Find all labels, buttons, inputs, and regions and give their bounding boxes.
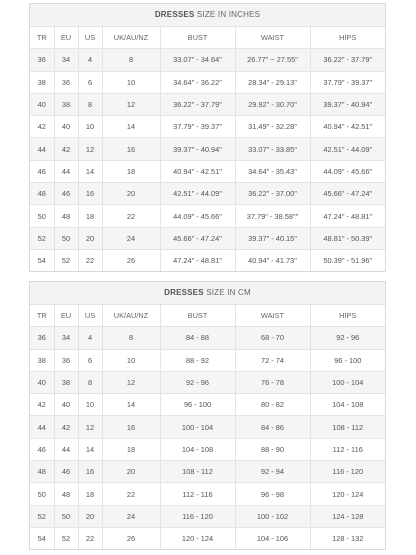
table-cell: 8 [78, 93, 102, 115]
table-cell: 48 [30, 183, 54, 205]
table-cell: 104 - 108 [310, 394, 385, 416]
table-cell: 88 - 90 [235, 438, 310, 460]
chart-title [30, 282, 385, 305]
table-row [30, 183, 385, 205]
size-chart-inches [29, 3, 386, 272]
table-cell: 42 [54, 138, 78, 160]
table-cell: 96 - 100 [160, 394, 235, 416]
chart-title [30, 4, 385, 27]
column-header: EU [54, 27, 78, 49]
table-cell: 18 [102, 438, 160, 460]
table-row [30, 227, 385, 249]
table-cell: 40.94" - 42.51" [310, 116, 385, 138]
table-cell: 38 [54, 371, 78, 393]
table-cell: 48 [30, 461, 54, 483]
table-cell: 116 - 120 [160, 505, 235, 527]
table-cell: 50 [54, 227, 78, 249]
table-cell: 26 [102, 527, 160, 549]
table-row [30, 49, 385, 71]
header-row [30, 27, 385, 49]
table-row [30, 327, 385, 349]
table-cell: 112 - 116 [160, 483, 235, 505]
table-cell: 48 [54, 483, 78, 505]
table-cell: 42 [30, 394, 54, 416]
table-cell: 80 - 82 [235, 394, 310, 416]
table-cell: 37.79" - 38.58"" [235, 205, 310, 227]
table-cell: 20 [78, 227, 102, 249]
table-cell: 50.39" - 51.96" [310, 249, 385, 271]
table-cell: 76 - 78 [235, 371, 310, 393]
size-table-inches [30, 27, 385, 271]
table-cell: 36 [54, 349, 78, 371]
table-row [30, 205, 385, 227]
table-cell: 42.51" - 44.09" [160, 183, 235, 205]
table-cell: 14 [102, 116, 160, 138]
table-cell: 40 [30, 371, 54, 393]
table-cell: 46 [54, 183, 78, 205]
column-header: EU [54, 305, 78, 327]
table-cell: 39.37" - 40.15" [235, 227, 310, 249]
table-cell: 29.92" - 30.70" [235, 93, 310, 115]
table-cell: 42 [30, 116, 54, 138]
table-cell: 108 - 112 [160, 461, 235, 483]
chart-title-category: DRESSES [154, 10, 195, 19]
table-cell: 124 - 128 [310, 505, 385, 527]
table-cell: 128 - 132 [310, 527, 385, 549]
table-cell: 14 [78, 160, 102, 182]
table-cell: 20 [102, 461, 160, 483]
table-cell: 34 [54, 49, 78, 71]
table-cell: 34 [54, 327, 78, 349]
table-cell: 31.49" - 32.28" [235, 116, 310, 138]
table-cell: 22 [102, 483, 160, 505]
table-cell: 92 - 94 [235, 461, 310, 483]
chart-title-unit: SIZE IN INCHES [194, 10, 261, 19]
table-row [30, 138, 385, 160]
table-cell: 6 [78, 349, 102, 371]
table-cell: 36.22" - 37.79" [310, 49, 385, 71]
column-header: HIPS [310, 305, 385, 327]
table-cell: 33.07" - 33.85" [235, 138, 310, 160]
table-cell: 8 [78, 371, 102, 393]
column-header: WAIST [235, 27, 310, 49]
size-table-cm [30, 305, 385, 549]
table-cell: 14 [102, 394, 160, 416]
table-cell: 40 [30, 93, 54, 115]
table-cell: 48 [54, 205, 78, 227]
table-cell: 44 [30, 416, 54, 438]
table-cell: 40 [54, 116, 78, 138]
table-cell: 46 [54, 461, 78, 483]
table-cell: 52 [54, 527, 78, 549]
table-cell: 108 - 112 [310, 416, 385, 438]
table-cell: 4 [78, 49, 102, 71]
table-row [30, 416, 385, 438]
table-cell: 44 [54, 438, 78, 460]
table-cell: 47.24" - 48.81" [310, 205, 385, 227]
table-cell: 44.09" - 45.66" [160, 205, 235, 227]
table-cell: 44 [30, 138, 54, 160]
table-cell: 12 [78, 138, 102, 160]
column-header: TR [30, 27, 54, 49]
table-cell: 10 [78, 116, 102, 138]
table-cell: 34.64" - 35.43" [235, 160, 310, 182]
table-cell: 24 [102, 227, 160, 249]
column-header: TR [30, 305, 54, 327]
table-cell: 34.64" - 36.22" [160, 71, 235, 93]
table-cell: 44 [54, 160, 78, 182]
table-cell: 37.79" - 39.37" [160, 116, 235, 138]
table-cell: 50 [30, 205, 54, 227]
table-cell: 45.66" - 47.24" [160, 227, 235, 249]
table-cell: 36.22" - 37.00" [235, 183, 310, 205]
table-cell: 44.09" - 45.66" [310, 160, 385, 182]
table-cell: 42.51" - 44.09" [310, 138, 385, 160]
column-header: UK/AU/NZ [102, 305, 160, 327]
table-cell: 39.37" - 40.94" [310, 93, 385, 115]
table-cell: 88 - 92 [160, 349, 235, 371]
table-cell: 45.66" - 47.24" [310, 183, 385, 205]
table-cell: 12 [102, 371, 160, 393]
table-cell: 100 - 104 [160, 416, 235, 438]
column-header: BUST [160, 305, 235, 327]
column-header: HIPS [310, 27, 385, 49]
table-cell: 8 [102, 327, 160, 349]
table-row [30, 438, 385, 460]
table-row [30, 93, 385, 115]
table-cell: 40.94" - 42.51" [160, 160, 235, 182]
table-cell: 22 [78, 527, 102, 549]
table-cell: 54 [30, 527, 54, 549]
table-cell: 92 - 96 [160, 371, 235, 393]
table-cell: 120 - 124 [160, 527, 235, 549]
table-cell: 36 [30, 327, 54, 349]
table-cell: 46 [30, 438, 54, 460]
table-row [30, 116, 385, 138]
table-cell: 18 [78, 483, 102, 505]
table-cell: 40 [54, 394, 78, 416]
table-row [30, 71, 385, 93]
table-cell: 22 [102, 205, 160, 227]
table-cell: 16 [102, 138, 160, 160]
table-cell: 28.34" - 29.13" [235, 71, 310, 93]
table-cell: 68 - 70 [235, 327, 310, 349]
column-header: US [78, 305, 102, 327]
table-cell: 116 - 120 [310, 461, 385, 483]
table-cell: 18 [102, 160, 160, 182]
table-row [30, 461, 385, 483]
table-cell: 37.79" - 39.37" [310, 71, 385, 93]
table-cell: 96 - 98 [235, 483, 310, 505]
table-cell: 36 [54, 71, 78, 93]
table-cell: 33.07" - 34.64" [160, 49, 235, 71]
header-row [30, 305, 385, 327]
table-cell: 12 [102, 93, 160, 115]
table-cell: 42 [54, 416, 78, 438]
table-cell: 96 - 100 [310, 349, 385, 371]
table-cell: 24 [102, 505, 160, 527]
table-cell: 16 [78, 461, 102, 483]
table-cell: 92 - 96 [310, 327, 385, 349]
table-cell: 120 - 124 [310, 483, 385, 505]
table-cell: 72 - 74 [235, 349, 310, 371]
chart-title-category: DRESSES [164, 288, 204, 297]
table-cell: 12 [78, 416, 102, 438]
table-cell: 40.94" - 41.73" [235, 249, 310, 271]
table-cell: 16 [102, 416, 160, 438]
table-row [30, 527, 385, 549]
table-cell: 50 [30, 483, 54, 505]
table-cell: 52 [30, 505, 54, 527]
table-cell: 16 [78, 183, 102, 205]
table-cell: 112 - 116 [310, 438, 385, 460]
table-row [30, 371, 385, 393]
column-header: BUST [160, 27, 235, 49]
table-cell: 26 [102, 249, 160, 271]
size-chart-cm [29, 281, 386, 550]
table-cell: 10 [102, 71, 160, 93]
table-cell: 18 [78, 205, 102, 227]
column-header: WAIST [235, 305, 310, 327]
table-cell: 26.77" ~ 27.55" [235, 49, 310, 71]
table-row [30, 505, 385, 527]
table-cell: 54 [30, 249, 54, 271]
table-cell: 38 [30, 71, 54, 93]
table-cell: 39.37" - 40.94" [160, 138, 235, 160]
table-cell: 38 [54, 93, 78, 115]
table-cell: 47.24" - 48.81" [160, 249, 235, 271]
table-cell: 20 [78, 505, 102, 527]
table-cell: 8 [102, 49, 160, 71]
table-cell: 38 [30, 349, 54, 371]
table-cell: 100 - 104 [310, 371, 385, 393]
table-cell: 20 [102, 183, 160, 205]
table-row [30, 249, 385, 271]
table-cell: 52 [54, 249, 78, 271]
table-row [30, 160, 385, 182]
table-row [30, 349, 385, 371]
chart-title-unit: SIZE IN CM [203, 288, 251, 297]
column-header: US [78, 27, 102, 49]
table-cell: 84 - 88 [160, 327, 235, 349]
table-cell: 36.22" - 37.79" [160, 93, 235, 115]
table-cell: 104 - 106 [235, 527, 310, 549]
table-cell: 48.81" - 50.39" [310, 227, 385, 249]
table-cell: 104 - 108 [160, 438, 235, 460]
table-cell: 36 [30, 49, 54, 71]
table-cell: 4 [78, 327, 102, 349]
table-row [30, 394, 385, 416]
table-cell: 22 [78, 249, 102, 271]
table-cell: 6 [78, 71, 102, 93]
table-cell: 84 - 86 [235, 416, 310, 438]
column-header: UK/AU/NZ [102, 27, 160, 49]
table-cell: 46 [30, 160, 54, 182]
table-cell: 50 [54, 505, 78, 527]
table-cell: 100 - 102 [235, 505, 310, 527]
table-cell: 10 [102, 349, 160, 371]
table-cell: 14 [78, 438, 102, 460]
table-row [30, 483, 385, 505]
table-cell: 52 [30, 227, 54, 249]
table-cell: 10 [78, 394, 102, 416]
